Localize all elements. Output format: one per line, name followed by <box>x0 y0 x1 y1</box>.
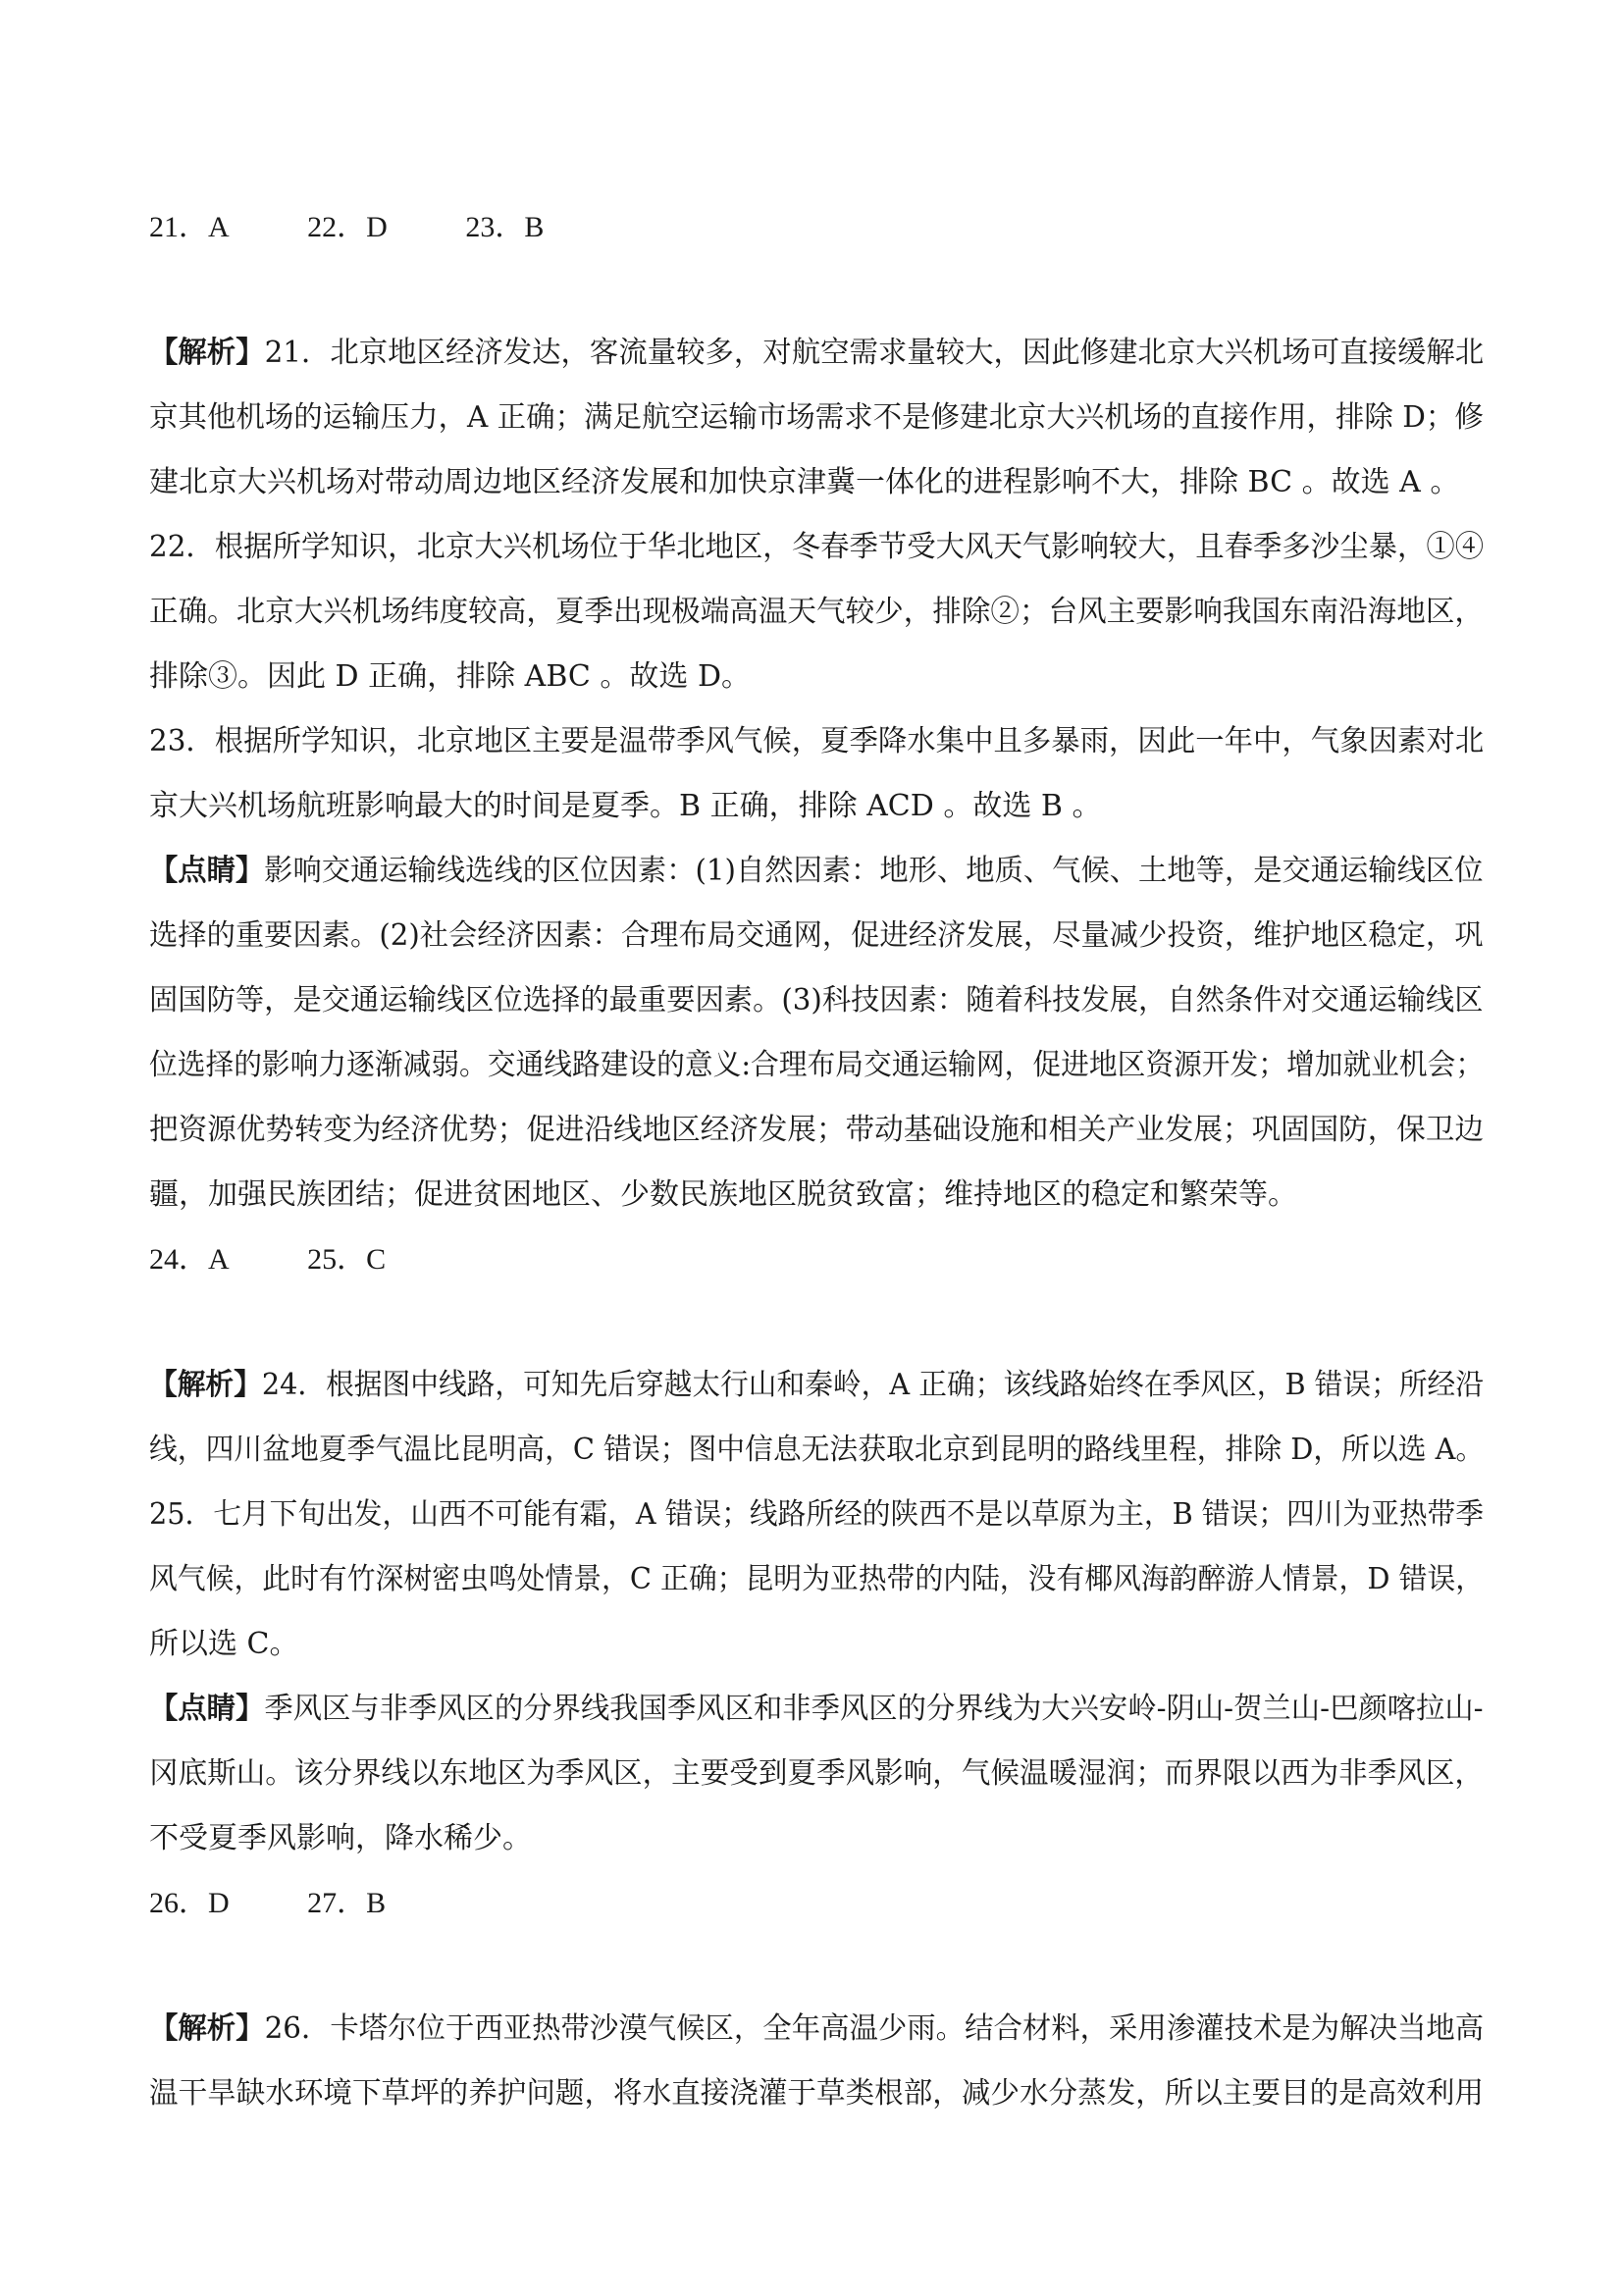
comment2-line-3: 不受夏季风影响，降水稀少。 <box>149 1821 532 1855</box>
answer-26: 26．D <box>149 1887 230 1919</box>
text-span: 影响交通运输线选线的区位因素：(1)自然因素：地形、地质、气候、土地等，是交通运输线区位 <box>264 854 1484 888</box>
answer-21: 21．A <box>149 211 230 243</box>
comment-line-5: 把资源优势转变为经济优势；促进沿线地区经济发展；带动基础设施和相关产业发展；巩固国防，保卫边 <box>149 1113 1484 1147</box>
analysis-tag: 【解析】 <box>149 2011 265 2046</box>
analysis-21-line-3: 建北京大兴机场对带动周边地区经济发展和加快京津冀一体化的进程影响不大，排除 BC 。故选 A 。 <box>149 465 1460 499</box>
comment-line-4: 位选择的影响力逐渐减弱。交通线路建设的意义:合理布局交通运输网，促进地区资源开发；增加就业机会； <box>149 1048 1485 1082</box>
text-span: 26．卡塔尔位于西亚热带沙漠气候区，全年高温少雨。结合材料，采用渗灌技术是为解决当地高 <box>264 2011 1485 2046</box>
answer-line-24-25 <box>149 1240 1484 1279</box>
analysis-tag: 【解析】 <box>149 336 265 370</box>
analysis-25-line-1: 25．七月下旬出发，山西不可能有霜，A 错误；线路所经的陕西不是以草原为主，B 错误；四川为亚热带季 <box>149 1497 1484 1532</box>
analysis-22-line-3: 排除③。因此 D 正确，排除 ABC 。故选 D。 <box>149 659 752 694</box>
answer-line-26-27 <box>149 1884 1484 1923</box>
comment-line-6: 疆，加强民族团结；促进贫困地区、少数民族地区脱贫致富；维持地区的稳定和繁荣等。 <box>149 1177 1297 1212</box>
answer-23: 23．B <box>465 211 545 243</box>
answer-22: 22．D <box>307 211 388 243</box>
answer-25: 25．C <box>307 1243 387 1276</box>
analysis-23-line-1: 23．根据所学知识，北京地区主要是温带季风气候，夏季降水集中且多暴雨，因此一年中，气象因素对北 <box>149 724 1485 758</box>
analysis-22-line-1: 22．根据所学知识，北京大兴机场位于华北地区，冬春季节受大风天气影响较大，且春季多沙尘暴，①④ <box>149 530 1485 564</box>
analysis-24-line-1 <box>149 1366 1484 1405</box>
analysis-26-line-1 <box>149 2009 1485 2049</box>
answer-24: 24．A <box>149 1243 230 1276</box>
comment-line-1 <box>149 852 1484 891</box>
analysis-21-line-1 <box>149 334 1485 373</box>
analysis-26-line-2: 温干旱缺水环境下草坪的养护问题，将水直接浇灌于草类根部，减少水分蒸发，所以主要目的是高效利用 <box>149 2076 1484 2111</box>
analysis-21-line-2: 京其他机场的运输压力，A 正确；满足航空运输市场需求不是修建北京大兴机场的直接作用，排除 D；修 <box>149 400 1484 435</box>
analysis-24-line-2: 线，四川盆地夏季气温比昆明高，C 错误；图中信息无法获取北京到昆明的路线里程，排除 D，所以选 A。 <box>149 1433 1485 1467</box>
analysis-22-line-2: 正确。北京大兴机场纬度较高，夏季出现极端高温天气较少，排除②；台风主要影响我国东南沿海地区， <box>149 595 1484 629</box>
comment-tag: 【点睛】 <box>149 854 265 888</box>
comment-tag: 【点睛】 <box>149 1692 265 1726</box>
answer-line-21-23 <box>149 208 1484 247</box>
answer-27: 27．B <box>307 1887 387 1919</box>
analysis-tag: 【解析】 <box>149 1368 262 1402</box>
analysis-23-line-2: 京大兴机场航班影响最大的时间是夏季。B 正确，排除 ACD 。故选 B 。 <box>149 789 1102 823</box>
analysis-25-line-3: 所以选 C。 <box>149 1627 299 1661</box>
text-span: 24．根据图中线路，可知先后穿越太行山和秦岭，A 正确；该线路始终在季风区，B 错误；所经沿 <box>261 1368 1484 1402</box>
text-span: 21．北京地区经济发达，客流量较多，对航空需求量较大，因此修建北京大兴机场可直接缓解北 <box>264 336 1485 370</box>
text-span: 季风区与非季风区的分界线我国季风区和非季风区的分界线为大兴安岭-阴山-贺兰山-巴颜喀拉山- <box>264 1692 1484 1726</box>
comment-line-2: 选择的重要因素。(2)社会经济因素：合理布局交通网，促进经济发展，尽量减少投资，维护地区稳定，巩 <box>149 918 1484 953</box>
analysis-25-line-2: 风气候，此时有竹深树密虫鸣处情景，C 正确；昆明为亚热带的内陆，没有椰风海韵醉游人情景，D 错误， <box>149 1562 1485 1596</box>
comment-line-3: 固国防等，是交通运输线区位选择的最重要因素。(3)科技因素：随着科技发展，自然条件对交通运输线区 <box>149 983 1484 1018</box>
comment2-line-1 <box>149 1690 1484 1729</box>
comment2-line-2: 冈底斯山。该分界线以东地区为季风区，主要受到夏季风影响，气候温暖湿润；而界限以西为非季风区， <box>149 1756 1484 1791</box>
